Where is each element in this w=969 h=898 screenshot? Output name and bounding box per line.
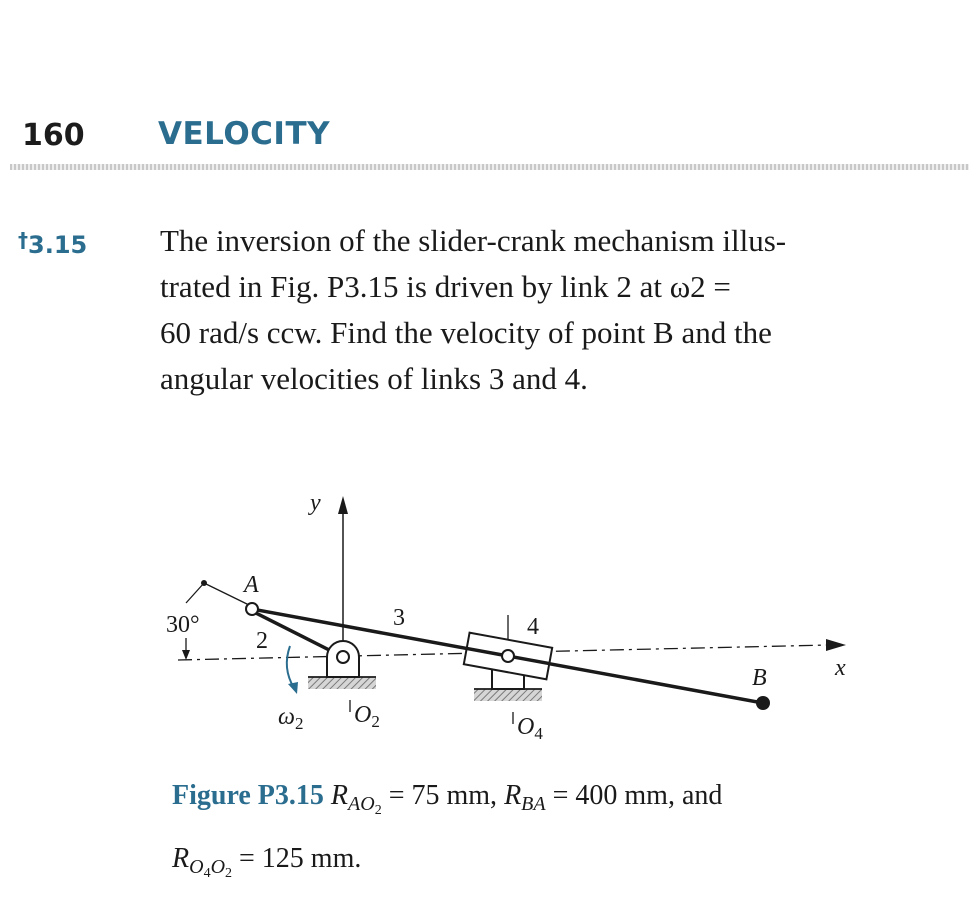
page-number: 160 xyxy=(22,118,85,153)
chapter-title: VELOCITY xyxy=(158,116,331,152)
dagger-mark: † xyxy=(18,228,28,252)
problem-line-1: The inversion of the slider-crank mechanism illus- xyxy=(160,223,787,258)
problem-number-value: 3.15 xyxy=(28,231,88,259)
rao2-value: = 75 mm, xyxy=(381,780,505,811)
angle-arc-line xyxy=(204,583,249,605)
link-4-label: 4 xyxy=(527,614,539,640)
o4-ground-hatch xyxy=(474,689,542,701)
point-b-joint xyxy=(756,696,770,710)
o2-pivot-pin xyxy=(337,651,349,663)
y-axis-arrowhead xyxy=(338,496,348,514)
point-a-label: A xyxy=(244,572,259,598)
link-2-label: 2 xyxy=(256,628,268,654)
point-b-label: B xyxy=(752,665,767,691)
ro4o2-subscript-o2: O xyxy=(210,856,226,878)
ro4o2-subscript-4: 4 xyxy=(203,866,211,881)
x-axis-arrowhead xyxy=(826,639,846,651)
angle-marker-dot xyxy=(201,580,207,586)
point-a-joint xyxy=(246,603,258,615)
omega-2-arrow xyxy=(287,646,294,688)
rba-value: = 400 mm, and xyxy=(545,780,723,811)
ro4o2-subscript-o4: O xyxy=(189,856,204,878)
caption-line-2 xyxy=(172,835,872,898)
angle-arrowhead xyxy=(182,650,190,660)
rba-symbol: R xyxy=(504,780,522,811)
ro4o2-subscript-2: 2 xyxy=(225,866,233,881)
rba-subscript: BA xyxy=(521,793,546,815)
o4-label: $O_4$ xyxy=(517,714,543,743)
ro4o2-symbol: R xyxy=(172,843,190,874)
ro4o2-value: = 125 mm. xyxy=(232,843,362,874)
problem-line-2: trated in Fig. P3.15 is driven by link 2 at ω2 = xyxy=(160,269,731,304)
omega-2-label: $\omega_2$ xyxy=(278,704,304,733)
link-3-label: 3 xyxy=(393,605,405,631)
rao2-subscript: AO xyxy=(348,793,375,815)
o4-pivot-pin xyxy=(502,650,514,662)
o2-ground-hatch xyxy=(308,677,376,689)
y-axis-label: y xyxy=(310,490,321,516)
omega-2-arrowhead xyxy=(288,682,298,694)
angle-label: 30° xyxy=(166,612,200,638)
rao2-subscript-2: 2 xyxy=(374,803,382,818)
problem-line-4: angular velocities of links 3 and 4. xyxy=(160,361,588,396)
o2-label: $O_2$ xyxy=(354,702,380,731)
problem-line-3: 60 rad/s ccw. Find the velocity of point B and the xyxy=(160,315,772,350)
caption-figure-label: Figure P3.15 xyxy=(172,780,324,811)
rao2-symbol: R xyxy=(330,780,349,811)
angle-reference-line xyxy=(186,583,204,603)
caption-line-1 xyxy=(172,772,872,835)
figure-caption xyxy=(172,772,872,898)
x-axis-label: x xyxy=(835,655,846,681)
